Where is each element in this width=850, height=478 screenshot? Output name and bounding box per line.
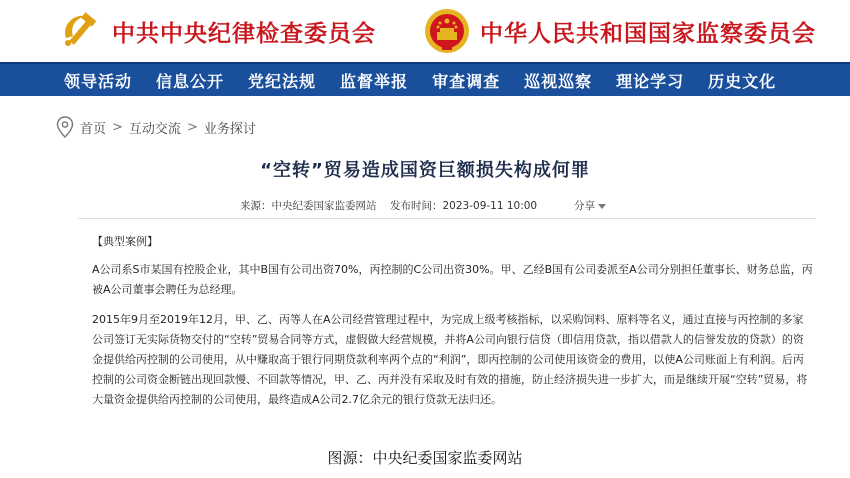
article-paragraph: 2015年9月至2019年12月，甲、乙、丙等人在A公司经营管理过程中，为完成上级考核指标，以采购饲料、原料等名义，通过直接与丙控制的多家公司签订无实际货物交付的“空转”贸易合同等方式，虚假做大经营规模，并将A公司向银行信贷（即信用贷款，指以借款人的信誉发放的贷款）的资金提供给丙控制的公司使用，从中赚取高于银行同期贷款利率两个点的“利润”，即丙控制的公司使用该资金的费用，以使A公司账面上有利润。后丙控制的公司资金断链出现回款慢、不回款等情况，甲、乙、丙并没有采取及时有效的措施，防止经济损失进一步扩大，而是继续开展“空转”贸易，将大量资金提供给丙控制的公司使用，最终造成A公司2.7亿余元的银行贷款无法归还。 [92,313,808,406]
breadcrumb [56,116,256,138]
share-label: 分享 [574,200,595,212]
article-meta [0,198,850,214]
nsc-commission-title: 中华人民共和国国家监察委员会 [480,19,816,47]
location-pin-icon [56,116,74,138]
cpc-commission-title: 中共中央纪律检查委员会 [112,19,376,47]
article-paragraph: A公司系S市某国有控股企业，其中B国有公司出资70%，丙控制的C公司出资30%。甲、乙经B国有公司委派至A公司分别担任董事长、财务总监，丙被A公司董事会聘任为总经理。 [92,263,813,296]
cpc-brand[interactable] [56,0,376,62]
breadcrumb-separator: > [186,119,198,135]
breadcrumb-home[interactable]: 首页 [80,121,107,137]
nav-item-regulations[interactable]: 党纪法规 [248,71,317,91]
article-title: “空转”贸易造成国资巨额损失构成何罪 [260,160,590,181]
image-caption: 图源：中央纪委国家监委网站 [0,436,850,478]
nav-item-info-disclosure[interactable]: 信息公开 [156,71,225,91]
divider [78,218,816,219]
nav-item-investigation[interactable]: 审查调查 [432,71,501,91]
nav-item-inspection[interactable]: 巡视巡察 [524,71,593,91]
national-emblem-icon [424,8,470,54]
party-emblem-icon [56,8,102,54]
nav-item-history[interactable]: 历史文化 [708,71,777,91]
site-header [0,0,850,62]
breadcrumb-separator: > [112,119,123,135]
breadcrumb-interaction[interactable]: 互动交流 [128,121,181,137]
main-nav [0,62,850,96]
nav-item-report[interactable]: 监督举报 [340,71,409,91]
nav-item-theory[interactable]: 理论学习 [616,71,685,91]
chevron-down-icon [598,204,606,209]
nsc-brand[interactable] [424,0,816,62]
case-tag: 【典型案例】 [92,235,158,248]
nav-item-leadership[interactable]: 领导活动 [64,71,133,91]
breadcrumb-business-discussion[interactable]: 业务探讨 [203,121,256,137]
share-button[interactable] [574,198,606,213]
article-body [92,232,814,420]
article-source: 来源：中央纪委国家监委网站 [240,200,377,212]
article-publish-time: 发布时间：2023-09-11 10:00 [390,200,538,212]
